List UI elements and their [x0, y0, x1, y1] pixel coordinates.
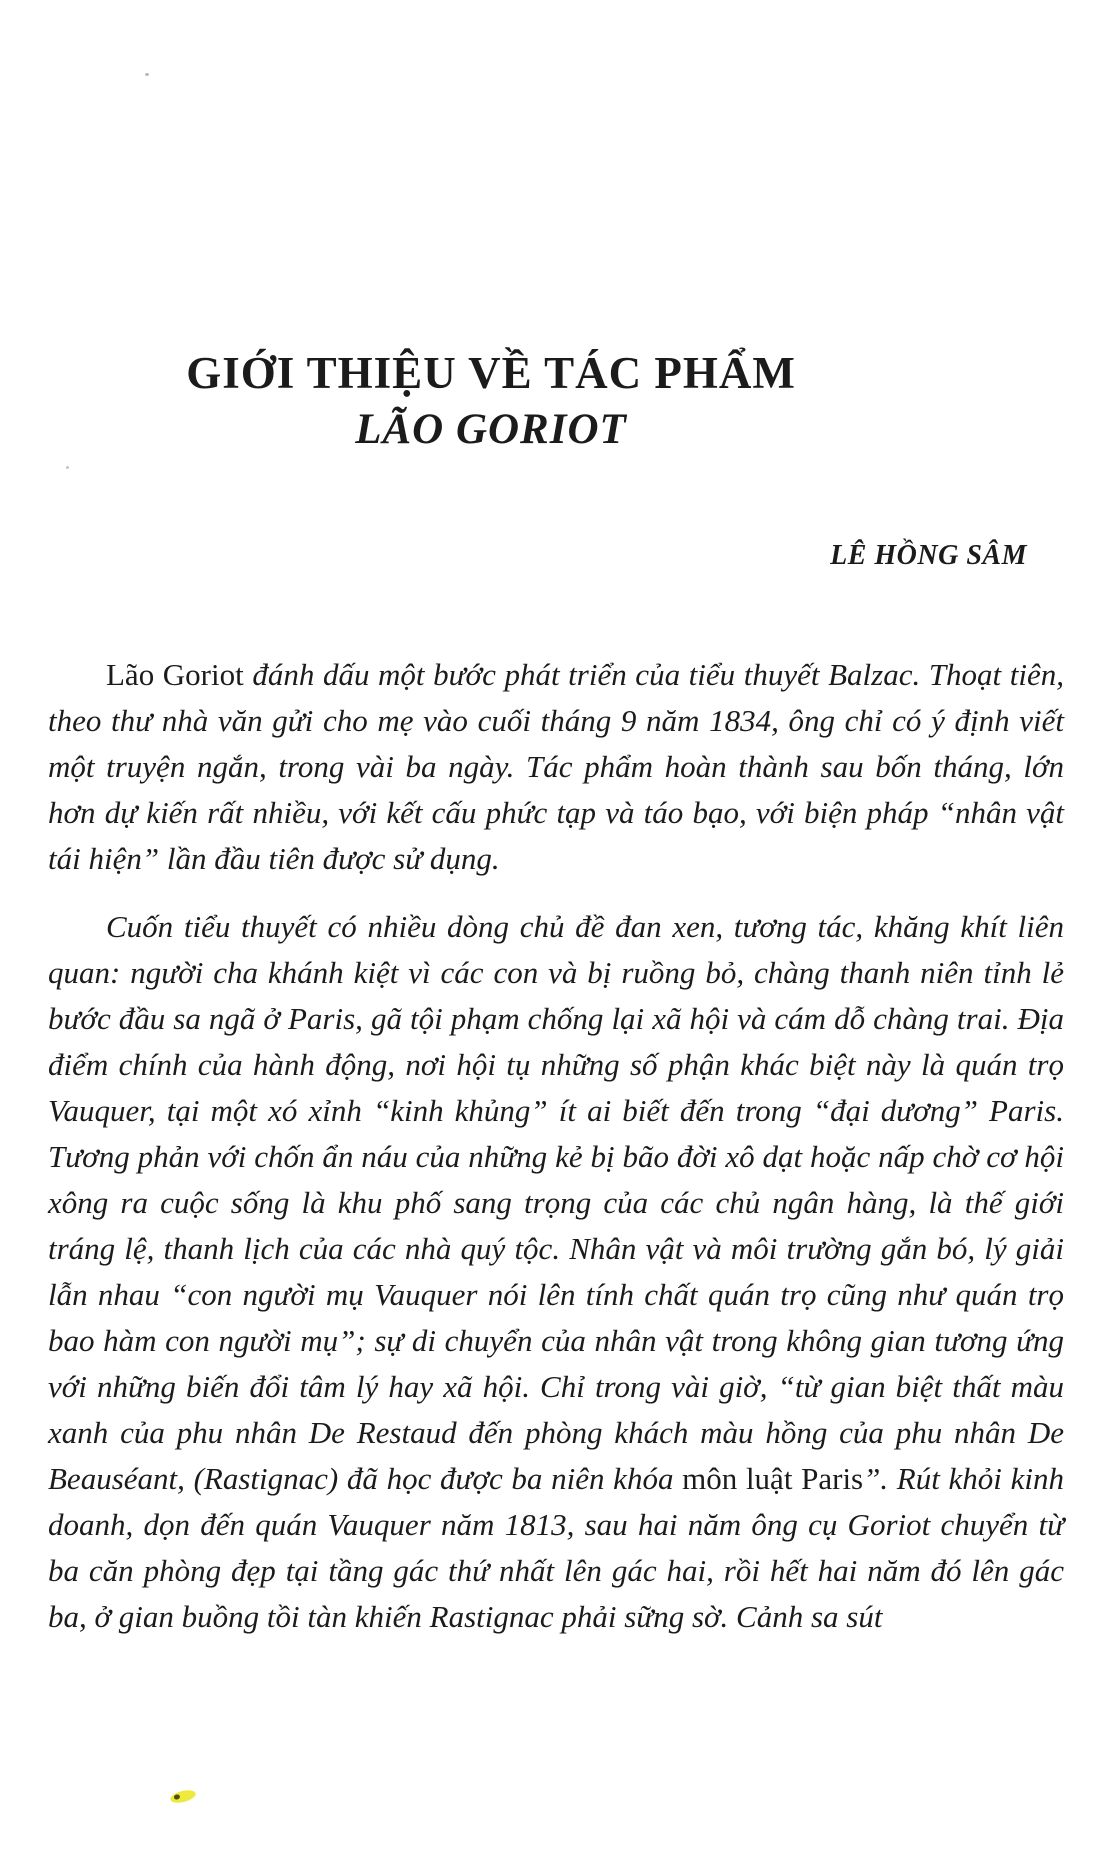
- text-segment-italic: Cuốn tiểu thuyết có nhiều dòng chủ đề đan xen, tương tác, khăng khít liên quan: người cha khánh kiệt vì các con và bị ruồng bỏ, chàng thanh niên tỉnh lẻ bước đầu sa ngã ở Paris, gã tội phạm chống lại xã hội và cám dỗ chàng trai. Địa điểm chính của hành động, nơi hội tụ những số phận khác biệt này là quán trọ Vauquer, tại một xó xỉnh “kinh khủng” ít ai biết đến trong “đại dương” Paris. Tương phản với chốn ẩn náu của những kẻ bị bão đời xô dạt hoặc nấp chờ cơ hội xông ra cuộc sống là khu phố sang trọng của các chủ ngân hàng, là thế giới tráng lệ, thanh lịch của các nhà quý tộc. Nhân vật và môi trường gắn bó, lý giải lẫn nhau “con người mụ Vauquer nói lên tính chất quán trọ cũng như quán trọ bao hàm con người mụ”; sự di chuyển của nhân vật trong không gian tương ứng với những biến đổi tâm lý hay xã hội. Chỉ trong vài giờ, “từ gian biệt thất màu xanh của phu nhân De Restaud đến phòng khách màu hồng của phu nhân De Beauséant, (Rastignac) đã học được ba niên khóa: [48, 909, 1064, 1496]
- text-segment-italic: đánh dấu một bước phát triển của tiểu thuyết Balzac. Thoạt tiên, theo thư nhà văn gửi cho mẹ vào cuối tháng 9 năm 1834, ông chỉ có ý định viết một truyện ngắn, trong vài ba ngày. Tác phẩm hoàn thành sau bốn tháng, lớn hơn dự kiến rất nhiều, với kết cấu phức tạp và táo bạo, với biện pháp “nhân vật tái hiện” lần đầu tiên được sử dụng.: [48, 657, 1064, 876]
- paragraph: [48, 652, 1064, 882]
- article-title-line2: LÃO GORIOT: [355, 406, 627, 453]
- text-segment-upright: Lão Goriot: [106, 657, 253, 692]
- article-title: [0, 346, 982, 456]
- scan-speck-yellow: [169, 1788, 197, 1805]
- article-body: [48, 652, 1064, 1640]
- scan-speck: [66, 466, 69, 469]
- text-segment-italic: ”. Rút khỏi kinh doanh, dọn đến quán Vauquer năm 1813, sau hai năm ông cụ Goriot chuyển từ ba căn phòng đẹp tại tầng gác thứ nhất lên gác hai, rồi hết hai năm đó lên gác ba, ở gian buồng tồi tàn khiến Rastignac phải sững sờ. Cảnh sa sút: [48, 1461, 1064, 1634]
- article-title-line1: GIỚI THIỆU VỀ TÁC PHẨM: [186, 348, 796, 398]
- scan-speck: [145, 73, 149, 76]
- text-segment-upright: môn luật Paris: [682, 1461, 864, 1496]
- author-byline: LÊ HỒNG SÂM: [830, 540, 1027, 571]
- paragraph: [48, 904, 1064, 1640]
